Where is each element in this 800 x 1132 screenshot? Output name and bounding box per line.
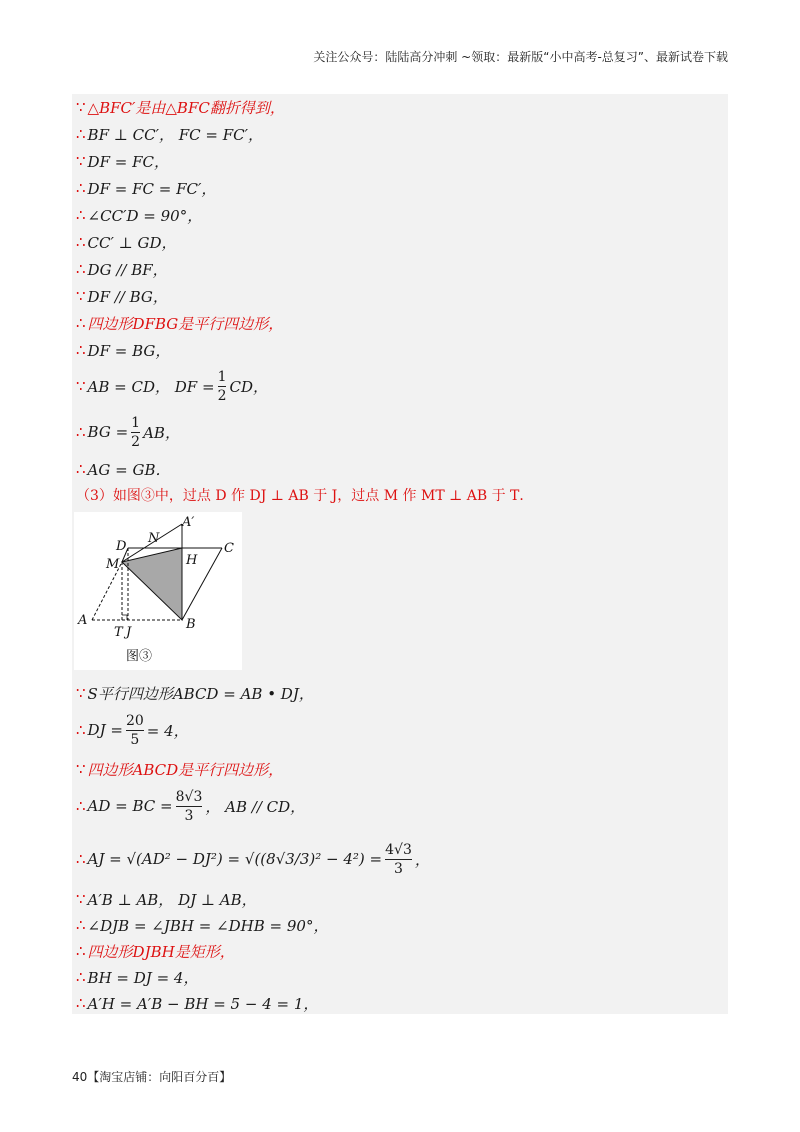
line-text: ， AB // CD， — [205, 797, 306, 816]
line-4 — [76, 177, 216, 199]
denominator: 2 — [131, 433, 141, 450]
shaded-triangle — [122, 548, 182, 620]
line-12 — [76, 412, 180, 452]
line-23 — [76, 966, 198, 988]
line-text: 四边形DFBG是平行四边形， — [87, 314, 284, 333]
line-5 — [76, 204, 202, 226]
denominator: 3 — [394, 860, 403, 877]
page-header: 关注公众号：陆陆高分冲刺 ~领取：最新版“小中高考-总复习”、最新试卷下载 — [313, 50, 728, 64]
line-text: ， — [414, 850, 430, 869]
line-text: DF = BG， — [87, 341, 171, 360]
fraction — [176, 790, 203, 823]
line-text: AG = GB． — [87, 460, 171, 479]
geometry-figure — [74, 512, 242, 670]
figure-caption: 图③ — [126, 649, 153, 664]
line-text: DF // BG， — [87, 287, 168, 306]
label-h: H — [186, 553, 198, 568]
label-m: M — [106, 557, 120, 572]
line-8 — [76, 285, 168, 307]
line-text: 四边形DJBH是矩形， — [87, 942, 235, 961]
therefore-symbol: ∴ — [76, 942, 86, 960]
line-text: ∠CC′D = 90°， — [87, 206, 203, 225]
therefore-symbol: ∴ — [76, 179, 86, 197]
therefore-symbol: ∴ — [76, 994, 86, 1012]
therefore-symbol: ∴ — [76, 916, 86, 934]
line-21 — [76, 914, 328, 936]
fraction — [385, 843, 412, 876]
numerator: 1 — [217, 368, 227, 385]
therefore-symbol: ∴ — [76, 460, 86, 478]
figure-svg — [74, 512, 242, 670]
line-text: △BFC′是由△BFC翻折得到， — [87, 98, 285, 117]
fraction — [131, 416, 140, 449]
because-symbol: ∵ — [76, 684, 86, 702]
label-b: B — [186, 617, 196, 632]
therefore-symbol: ∴ — [76, 314, 86, 332]
label-a-prime: A′ — [182, 515, 195, 530]
line-20 — [76, 888, 257, 910]
line-text: A′H = A′B − BH = 5 − 4 = 1， — [87, 994, 319, 1013]
therefore-symbol: ∴ — [76, 206, 86, 224]
denominator: 5 — [130, 731, 140, 748]
line-10 — [76, 339, 170, 361]
denominator: 2 — [217, 387, 227, 404]
numerator: 20 — [125, 712, 144, 729]
line-text: AB = CD， DF = — [87, 377, 215, 396]
therefore-symbol: ∴ — [76, 968, 86, 986]
line-19 — [76, 836, 430, 882]
line-text: = 4， — [146, 721, 189, 740]
therefore-symbol: ∴ — [76, 721, 86, 739]
because-symbol: ∵ — [76, 152, 86, 170]
line-14 — [76, 484, 533, 506]
line-text: CC′ ⊥ GD， — [87, 233, 177, 252]
therefore-symbol: ∴ — [76, 341, 86, 359]
line-text: BH = DJ = 4， — [87, 968, 199, 987]
line-text: DF = FC = FC′， — [87, 179, 217, 198]
line-24 — [76, 992, 318, 1014]
label-n: N — [148, 531, 160, 546]
line-9 — [76, 312, 283, 334]
line-18 — [76, 786, 305, 826]
line-3 — [76, 150, 169, 172]
page-footer: 40【淘宝店铺：向阳百分百】 — [72, 1070, 232, 1084]
line-text: ∠DJB = ∠JBH = ∠DHB = 90°， — [87, 916, 329, 935]
line-15 — [76, 682, 314, 704]
label-j: J — [126, 625, 132, 640]
line-22 — [76, 940, 235, 962]
because-symbol: ∵ — [76, 287, 86, 305]
line-text: DF = FC， — [87, 152, 169, 171]
line-2 — [76, 123, 263, 145]
numerator: 4√3 — [385, 841, 412, 858]
numerator: 8√3 — [175, 788, 203, 805]
line-6 — [76, 231, 177, 253]
line-text: BG = — [87, 423, 129, 441]
line-11 — [76, 366, 268, 406]
because-symbol: ∵ — [76, 890, 86, 908]
line-13 — [76, 458, 170, 480]
line-text: AD = BC = — [87, 797, 173, 815]
line-text: DG // BF， — [87, 260, 168, 279]
fraction — [126, 714, 144, 747]
numerator: 1 — [131, 414, 141, 431]
because-symbol: ∵ — [76, 760, 86, 778]
because-symbol: ∵ — [76, 98, 86, 116]
label-d: D — [116, 539, 127, 554]
line-text: 四边形ABCD是平行四边形， — [87, 760, 284, 779]
label-t: T — [114, 625, 123, 640]
line-text: BF ⊥ CC′， FC = FC′， — [87, 125, 264, 144]
label-a: A — [78, 613, 88, 628]
therefore-symbol: ∴ — [76, 260, 86, 278]
line-text: S平行四边形ABCD = AB • DJ， — [87, 684, 314, 703]
therefore-symbol: ∴ — [76, 233, 86, 251]
because-symbol: ∵ — [76, 377, 86, 395]
therefore-symbol: ∴ — [76, 850, 86, 868]
therefore-symbol: ∴ — [76, 423, 86, 441]
line-text: AB， — [143, 423, 180, 442]
line-7 — [76, 258, 168, 280]
line-text: AJ = √(AD² − DJ²) = √((8√3/3)² − 4²) = — [87, 850, 383, 868]
line-text: DJ = — [87, 721, 123, 739]
therefore-symbol: ∴ — [76, 797, 86, 815]
line-text: A′B ⊥ AB， DJ ⊥ AB， — [87, 890, 257, 909]
label-c: C — [224, 541, 234, 556]
line-text: CD， — [229, 377, 268, 396]
part-3-heading: （3）如图③中，过点 D 作 DJ ⊥ AB 于 J，过点 M 作 MT ⊥ AB 于 T． — [76, 488, 534, 504]
line-1 — [76, 96, 285, 118]
denominator: 3 — [184, 807, 194, 824]
fraction — [218, 370, 227, 403]
right-angle-t — [122, 615, 127, 620]
line-16 — [76, 710, 189, 750]
line-17 — [76, 758, 283, 780]
therefore-symbol: ∴ — [76, 125, 86, 143]
